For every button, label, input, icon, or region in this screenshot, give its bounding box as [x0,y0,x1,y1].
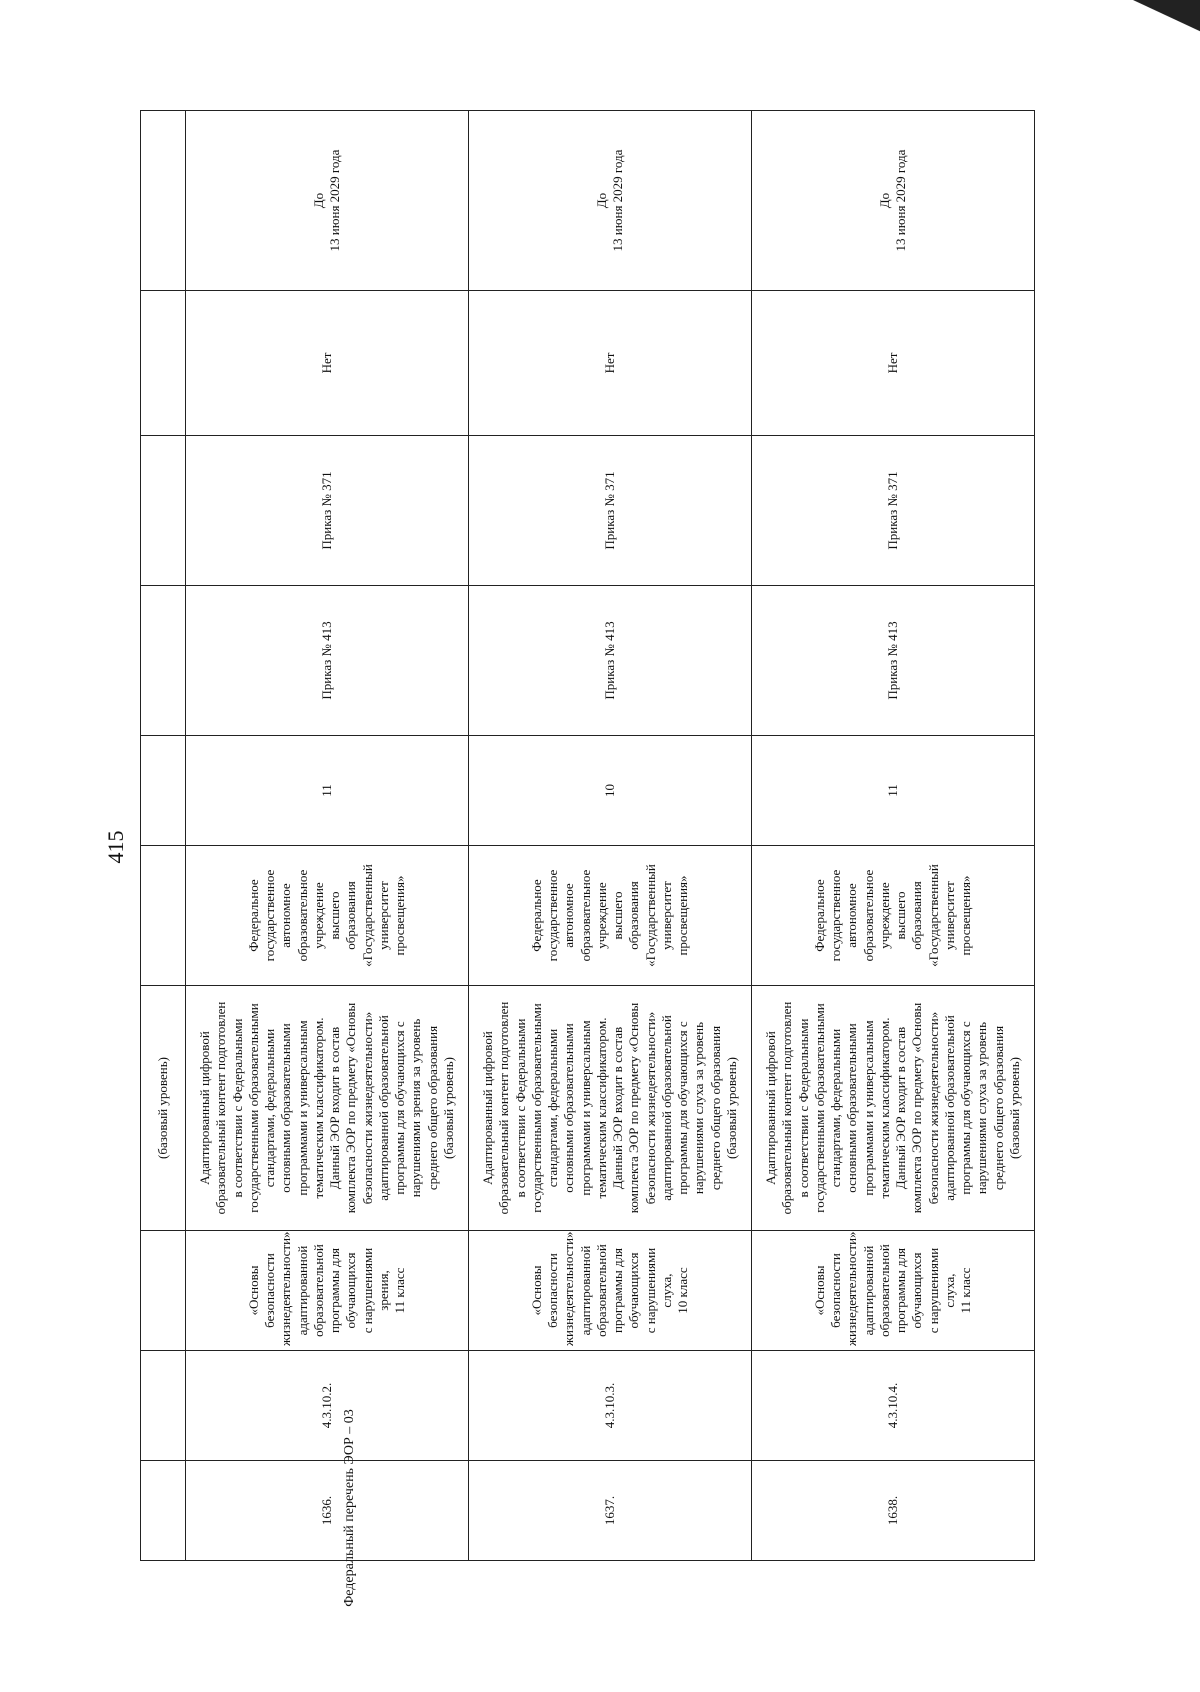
cell-order-1: Приказ № 413 [186,586,469,736]
table-row [752,111,1035,1561]
text-line: программы для [893,1247,908,1334]
cell-deadline [141,111,186,291]
text-line: До [876,192,892,209]
text-line: Данный ЭОР входит в состав [610,1026,625,1190]
text-line: (базовый уровень) [440,1057,456,1159]
cell-description: (базовый уровень) [141,986,186,1231]
text-line: среднего общего образования [990,1025,1006,1191]
text-line: основными образовательными [278,1023,294,1193]
text-line: программы для обучающихся с [392,1021,407,1195]
cell-organization [469,846,752,986]
text-line: адаптированной [860,1245,876,1336]
text-line: «Государственный [642,864,658,967]
text-line: автономное [278,883,294,948]
text-line: нарушениями слуха за уровень [974,1021,990,1195]
text-line: безопасности жизнедеятельности» [359,1011,375,1205]
text-line: программами и универсальным [860,1020,876,1196]
text-line: просвещения» [675,875,690,956]
text-line: образовательное [860,869,876,962]
cell-name [469,1231,752,1351]
text-line: нарушениями зрения за уровень [408,1018,424,1198]
cell-order-1: Приказ № 413 [469,586,752,736]
text-line: с нарушениями [642,1247,658,1334]
text-line: стандартами, федеральными [545,1028,560,1188]
cell-order-1: Приказ № 413 [752,586,1035,736]
text-line: просвещения» [958,875,973,956]
text-line: адаптированной образовательной [941,1015,957,1201]
text-line: государственное [828,869,843,962]
cell-description [186,986,469,1231]
text-line: адаптированной образовательной [658,1015,674,1201]
text-line: безопасности [262,1253,277,1328]
text-line: 11 класс [392,1267,407,1314]
text-line: (базовый уровень) [1006,1057,1022,1159]
text-line: безопасности жизнедеятельности» [925,1011,941,1205]
text-line: зрения, [375,1270,391,1311]
text-line: «Основы [811,1265,827,1316]
text-line: образовательный контент подготовлен [496,1001,512,1215]
cell-code: 4.3.10.4. [752,1351,1035,1461]
text-line: среднего общего образования [424,1025,440,1191]
cell-grade: 10 [469,736,752,846]
cell-name [141,1231,186,1351]
text-line: образовательной [876,1244,892,1337]
cell-deadline [186,111,469,291]
text-line: жизнедеятельности» [561,1231,577,1346]
text-line: безопасности жизнедеятельности» [642,1011,658,1205]
text-line: жизнедеятельности» [844,1231,860,1346]
cell-code: 4.3.10.2. [186,1351,469,1461]
text-line: адаптированной [577,1245,593,1336]
cell-organization [141,846,186,986]
text-line: образовательное [294,869,310,962]
text-line: программы для обучающихся с [675,1021,690,1195]
text-line: образования [909,881,925,950]
text-line: образовательной [593,1244,609,1337]
cell-flag: Нет [469,291,752,436]
text-line: слуха, [658,1273,674,1308]
text-line: учреждение [593,882,609,949]
text-line: Федеральное [528,879,544,952]
text-line: государственными образовательными [811,1003,827,1213]
text-line: «Государственный [359,864,375,967]
text-line: 13 июня 2029 года [610,149,625,252]
cell-num [141,1461,186,1561]
text-line: «Основы [528,1265,544,1316]
text-line: университет [375,881,391,950]
text-line: высшего [327,891,342,940]
cell-num: 1636. [186,1461,469,1561]
text-line: (базовый уровень) [723,1057,739,1159]
cell-grade [141,736,186,846]
table-row [469,111,752,1561]
text-line: адаптированной [294,1245,310,1336]
cell-order-2: Приказ № 371 [752,436,1035,586]
text-line: тематическим классификатором. [593,1017,609,1199]
cell-code: 4.3.10.3. [469,1351,752,1461]
page-number: 415 [103,830,128,864]
text-line: высшего [610,891,625,940]
text-line: учреждение [876,882,892,949]
text-line: Адаптированный цифровой [763,1031,778,1185]
text-line: Адаптированный цифровой [480,1031,495,1185]
text-line: программы для обучающихся с [958,1021,973,1195]
text-line: основными образовательными [561,1023,577,1193]
text-line: образования [343,881,359,950]
text-line: обучающихся [343,1252,359,1329]
cell-flag: Нет [186,291,469,436]
text-line: До [310,192,326,209]
text-line: университет [941,881,957,950]
cell-description [469,986,752,1231]
text-line: основными образовательными [844,1023,860,1193]
cell-organization [186,846,469,986]
cell-grade: 11 [752,736,1035,846]
text-line: слуха, [941,1273,957,1308]
cell-order-2: Приказ № 371 [469,436,752,586]
text-line: безопасности [828,1253,843,1328]
text-line: До [593,192,609,209]
cell-order-1 [141,586,186,736]
eor-table [140,110,1035,1561]
text-line: университет [658,881,674,950]
cell-code [141,1351,186,1461]
text-line: «Государственный [925,864,941,967]
cell-organization [752,846,1035,986]
text-line: стандартами, федеральными [828,1028,843,1188]
cell-deadline [752,111,1035,291]
text-line: комплекта ЭОР по предмету «Основы [909,1002,925,1214]
text-line: с нарушениями [359,1247,375,1334]
text-line: жизнедеятельности» [278,1231,294,1346]
text-line: программы для [327,1247,342,1334]
text-line: обучающихся [626,1252,642,1329]
text-line: комплекта ЭОР по предмету «Основы [626,1002,642,1214]
text-line: автономное [844,883,860,948]
text-line: Адаптированный цифровой [197,1031,212,1185]
text-line: программами и универсальным [294,1020,310,1196]
text-line: Федеральное [811,879,827,952]
text-line: стандартами, федеральными [262,1028,277,1188]
text-line: государственными образовательными [528,1003,544,1213]
cell-name [752,1231,1035,1351]
text-line: автономное [561,883,577,948]
text-line: образовательной [310,1244,326,1337]
text-line: программами и универсальным [577,1020,593,1196]
text-line: тематическим классификатором. [310,1017,326,1199]
cell-description [752,986,1035,1231]
cell-deadline [469,111,752,291]
text-line: государственными образовательными [245,1003,261,1213]
text-line: 10 класс [675,1267,690,1314]
cell-flag: Нет [752,291,1035,436]
cell-grade: 11 [186,736,469,846]
cell-num: 1637. [469,1461,752,1561]
text-line: адаптированной образовательной [375,1015,391,1201]
text-line: в соответствии с Федеральными [229,1018,245,1198]
text-line: государственное [262,869,277,962]
text-line: государственное [545,869,560,962]
text-line: 13 июня 2029 года [893,149,908,252]
table-row [186,111,469,1561]
text-line: среднего общего образования [707,1025,723,1191]
text-line: образовательное [577,869,593,962]
text-line: высшего [893,891,908,940]
text-line: в соответствии с Федеральными [512,1018,528,1198]
cell-order-2 [141,436,186,586]
text-line: образования [626,881,642,950]
text-line: просвещения» [392,875,407,956]
scan-corner-mark [1130,0,1200,36]
text-line: комплекта ЭОР по предмету «Основы [343,1002,359,1214]
text-line: образовательный контент подготовлен [779,1001,795,1215]
cell-flag [141,291,186,436]
text-line: с нарушениями [925,1247,941,1334]
text-line: 13 июня 2029 года [327,149,342,252]
text-line: нарушениями слуха за уровень [691,1021,707,1195]
text-line: тематическим классификатором. [876,1017,892,1199]
cell-name [186,1231,469,1351]
footer-label: Федеральный перечень ЭОР – 03 [342,1409,357,1607]
text-line: «Основы [245,1265,261,1316]
text-line: образовательный контент подготовлен [213,1001,229,1215]
text-line: программы для [610,1247,625,1334]
text-line: Федеральное [245,879,261,952]
text-line: обучающихся [909,1252,925,1329]
text-line: Данный ЭОР входит в состав [327,1026,342,1190]
text-line: безопасности [545,1253,560,1328]
text-line: учреждение [310,882,326,949]
text-line: 11 класс [958,1267,973,1314]
cell-num: 1638. [752,1461,1035,1561]
cell-order-2: Приказ № 371 [186,436,469,586]
text-line: Данный ЭОР входит в состав [893,1026,908,1190]
text-line: в соответствии с Федеральными [795,1018,811,1198]
table-row-continuation [141,111,186,1561]
rotated-table-container [140,111,1028,1561]
